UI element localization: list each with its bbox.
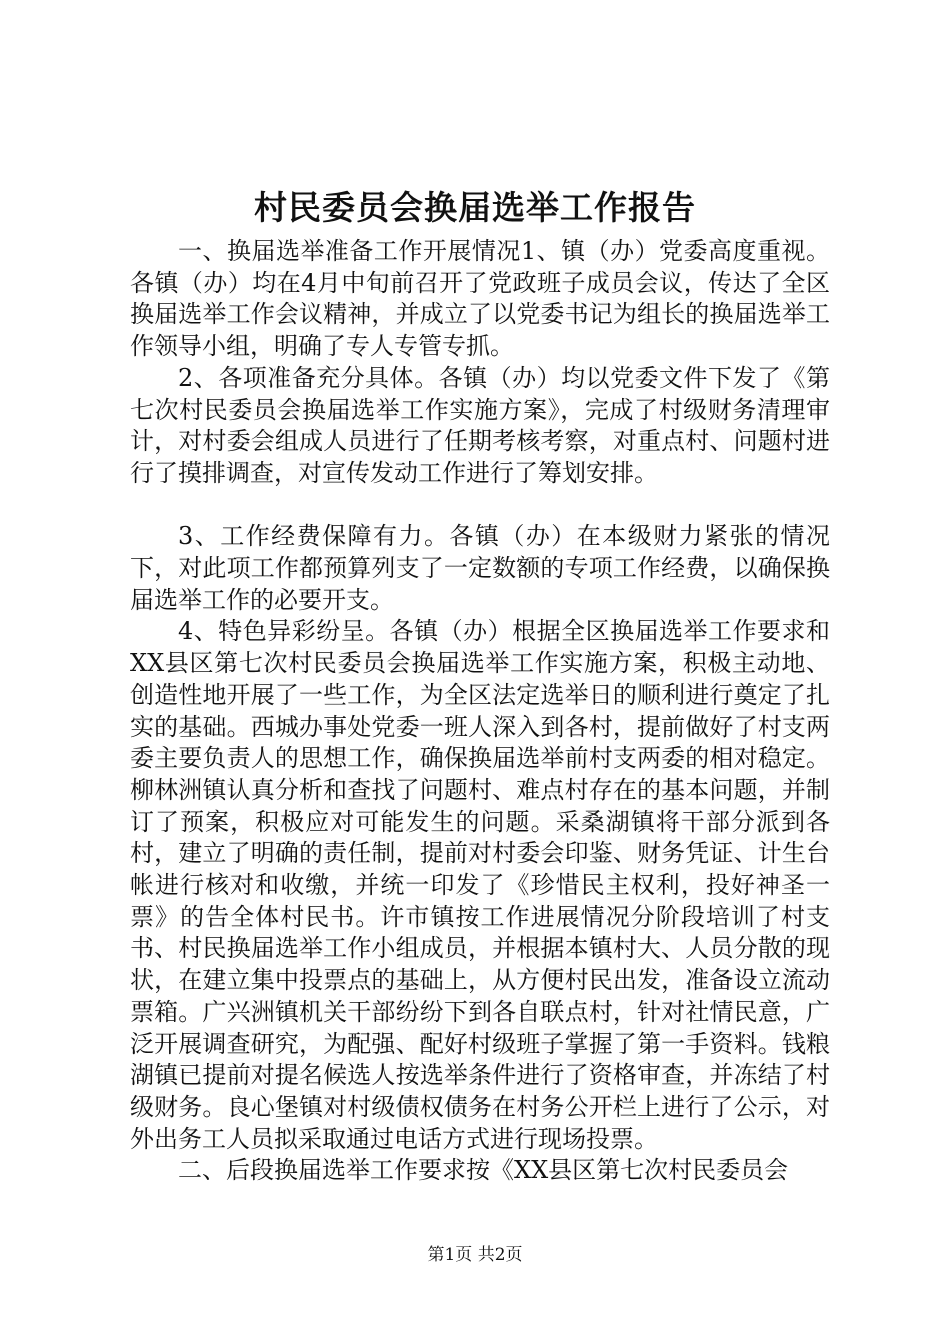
document-title: 村民委员会换届选举工作报告 bbox=[254, 188, 696, 227]
document-body bbox=[130, 236, 830, 1187]
paragraph-preparation-overview: 一、换届选举准备工作开展情况1、镇（办）党委高度重视。各镇（办）均在4月中旬前召开了党政班子成员会议，传达了全区换届选举工作会议精神，并成立了以党委书记为组长的换届选举工作领导小组，明确了专人专管专抓。 bbox=[130, 237, 830, 361]
paragraph-preparation-details: 2、各项准备充分具体。各镇（办）均以党委文件下发了《第七次村民委员会换届选举工作实施方案》，完成了村级财务清理审计，对村委会组成人员进行了任期考核考察，对重点村、问题村进行了摸排调查，对宣传发动工作进行了筹划安排。 bbox=[130, 363, 830, 487]
paragraph-next-steps: 二、后段换届选举工作要求按《XX县区第七次村民委员会 bbox=[178, 1156, 789, 1185]
paragraph-highlights: 4、特色异彩纷呈。各镇（办）根据全区换届选举工作要求和XX县区第七次村民委员会换届选举工作实施方案，积极主动地、创造性地开展了一些工作，为全区法定选举日的顺利进行奠定了扎实的基础。西城办事处党委一班人深入到各村，提前做好了村支两委主要负责人的思想工作，确保换届选举前村支两委的相对稳定。柳林洲镇认真分析和查找了问题村、难点村存在的基本问题，并制订了预案，积极应对可能发生的问题。采桑湖镇将干部分派到各村，建立了明确的责任制，提前对村委会印鉴、财务凭证、计生台帐进行核对和收缴，并统一印发了《珍惜民主权利，投好神圣一票》的告全体村民书。许市镇按工作进展情况分阶段培训了村支书、村民换届选举工作小组成员，并根据本镇村大、人员分散的现状，在建立集中投票点的基础上，从方便村民出发，准备设立流动票箱。广兴洲镇机关干部纷纷下到各自联点村，针对社情民意，广泛开展调查研究，为配强、配好村级班子掌握了第一手资料。钱粮湖镇已提前对提名候选人按选举条件进行了资格审查，并冻结了村级财务。良心堡镇对村级债权债务在村务公开栏上进行了公示，对外出务工人员拟采取通过电话方式进行现场投票。 bbox=[130, 617, 830, 1153]
paragraph-funding: 3、工作经费保障有力。各镇（办）在本级财力紧张的情况下，对此项工作都预算列支了一定数额的专项工作经费，以确保换届选举工作的必要开支。 bbox=[130, 522, 830, 614]
page-number-footer: 第1页 共2页 bbox=[427, 1245, 523, 1265]
